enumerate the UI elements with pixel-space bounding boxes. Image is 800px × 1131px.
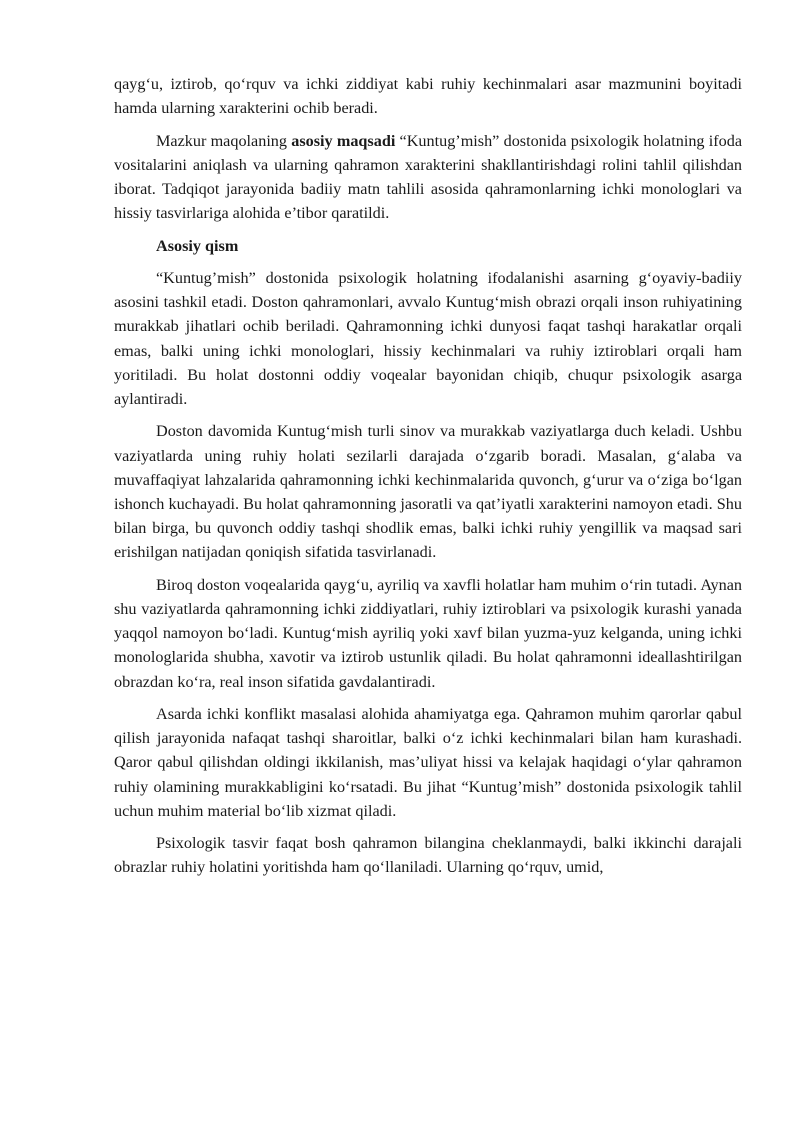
paragraph-main-4: Asarda ichki konflikt masalasi alohida ahamiyatga ega. Qahramon muhim qarorlar qabul qilish jarayonida nafaqat tashqi sharoitlar, balki o‘z ichki kechinmalari bilan ham kurashadi. Qaror qabul qilishdan oldingi ikkilanish, mas’uliyat hissi va kelajak haqidagi o‘ylar qahramon ruhiy olamining murakkabligini ko‘rsatadi. Bu jihat “Kuntug’mish” dostonida psixologik tahlil uchun muhim material bo‘lib xizmat qiladi. xyxy=(114,705,742,820)
document-page xyxy=(114,72,742,888)
paragraph-main-3: Biroq doston voqealarida qayg‘u, ayriliq va xavfli holatlar ham muhim o‘rin tutadi. Aynan shu vaziyatlarda qahramonning ichki ziddiyatlari, ruhiy iztiroblari va psixologik kurashi yanada yaqqol namoyon bo‘ladi. Kuntug‘mish ayriliq yoki xavf bilan yuzma-yuz kelganda, uning ichki monologlarida shubha, xavotir va iztirob ustunlik qiladi. Bu holat qahramonni ideallashtirilgan obrazdan ko‘ra, real inson sifatida gavdalantiradi. xyxy=(114,575,742,691)
paragraph-aim-lead: Mazkur maqolaning xyxy=(156,131,292,150)
section-heading: Asosiy qism xyxy=(156,236,239,255)
paragraph-aim-bold: asosiy maqsadi xyxy=(291,131,396,150)
paragraph-aim-rest: “Kuntug’mish” dostonida psixologik holatning ifoda vositalarini aniqlash va ularning qahramon xarakterini shakllantirishdagi rolini tahlil qilishdan iborat. Tadqiqot jarayonida badiiy matn tahlili asosida qahramonlarning ichki monologlari va hissiy tasvirlariga alohida e’tibor qaratildi. xyxy=(114,131,743,223)
paragraph-continuation: qayg‘u, iztirob, qo‘rquv va ichki ziddiyat kabi ruhiy kechinmalari asar mazmunini boyitadi hamda ularning xarakterini ochib beradi. xyxy=(114,75,742,118)
paragraph-main-2: Doston davomida Kuntug‘mish turli sinov va murakkab vaziyatlarga duch keladi. Ushbu vaziyatlarda uning ruhiy holati sezilarli darajada o‘zgarib boradi. Masalan, g‘alaba va muvaffaqiyat lahzalarida qahramonning ichki kechinmalarida quvonch, g‘urur va o‘ziga bo‘lgan ishonch kuchayadi. Bu holat qahramonning jasoratli va qat’iyatli xarakterini namoyon etadi. Shu bilan birga, bu quvonch oddiy tashqi shodlik emas, balki ichki ruhiy yengillik va maqsad sari erishilgan natijadan qoniqish sifatida tasvirlanadi. xyxy=(114,422,742,562)
paragraph-main-5: Psixologik tasvir faqat bosh qahramon bilangina cheklanmaydi, balki ikkinchi darajali obrazlar ruhiy holatini yoritishda ham qo‘llaniladi. Ularning qo‘rquv, umid, xyxy=(114,834,742,877)
paragraph-aim xyxy=(114,129,742,226)
paragraph-main-1: “Kuntug’mish” dostonida psixologik holatning ifodalanishi asarning g‘oyaviy-badiiy asosini tashkil etadi. Doston qahramonlari, avvalo Kuntug‘mish obrazi orqali inson ruhiyatining murakkab jihatlari ochib beriladi. Qahramonning ichki dunyosi faqat tashqi harakatlar orqali emas, balki uning ichki monologlari, hissiy kechinmalari va ruhiy iztiroblari orqali ham yoritiladi. Bu holat dostonni oddiy voqealar bayonidan chiqib, chuqur psixologik asarga aylantiradi. xyxy=(114,268,742,408)
